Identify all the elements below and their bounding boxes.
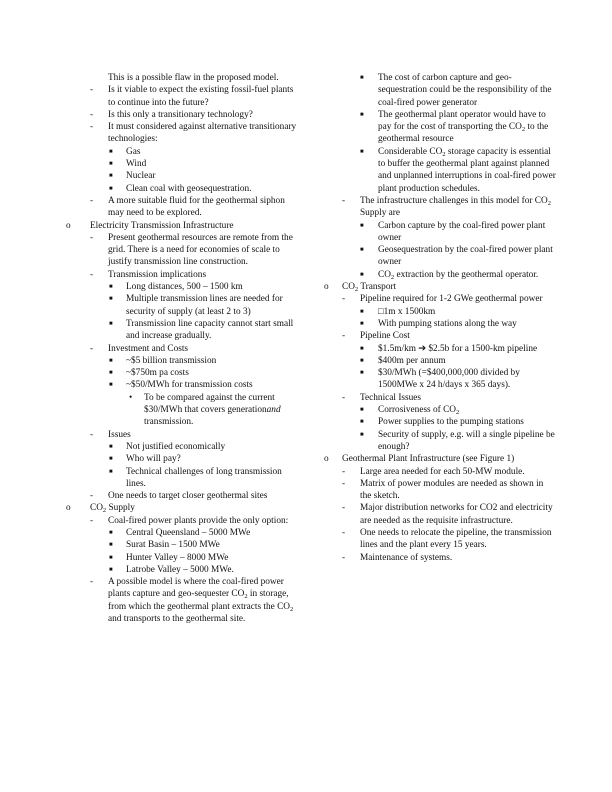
- text-run: One needs to relocate the pipeline, the transmission lines and the plant every 15 years.: [360, 527, 552, 551]
- list-item: [324, 146, 556, 195]
- dash-marker: -: [90, 232, 94, 243]
- text-run: $1.5m/km ➔ $2.5b for a 1500-km pipeline: [378, 343, 538, 354]
- list-item: [324, 502, 556, 527]
- item-text: [126, 466, 302, 491]
- text-run: Technical Issues: [360, 392, 422, 403]
- text-run: transmission.: [144, 417, 194, 428]
- square-bullet-marker: ■: [109, 443, 113, 450]
- list-item: [62, 453, 302, 465]
- square-bullet-marker: ■: [109, 529, 113, 536]
- text-run: CO: [378, 269, 391, 280]
- left-column: [62, 72, 302, 625]
- list-item: [62, 158, 302, 170]
- text-run: Not justified economically: [126, 441, 226, 452]
- list-item: [324, 269, 556, 281]
- square-bullet-marker: ■: [109, 357, 113, 364]
- text-run: To be compared against the current $30/MWh that covers generation: [144, 392, 275, 416]
- list-item: [62, 527, 302, 539]
- text-run: Corrosiveness of CO: [378, 405, 456, 416]
- list-item: [324, 306, 556, 318]
- list-item: [324, 281, 556, 293]
- list-item: [62, 146, 302, 158]
- list-item: [62, 109, 302, 121]
- item-text: [126, 158, 302, 170]
- text-run: Who will pay?: [126, 454, 181, 465]
- square-bullet-marker: ■: [360, 370, 364, 377]
- list-item: [324, 416, 556, 428]
- item-text: [378, 72, 556, 109]
- item-text: [108, 121, 302, 146]
- text-run: extraction by the geothermal operator.: [394, 269, 539, 280]
- list-item: [62, 195, 302, 220]
- square-bullet-marker: ■: [360, 345, 364, 352]
- square-bullet-marker: ■: [360, 247, 364, 254]
- item-text: [108, 576, 302, 625]
- item-text: [378, 343, 556, 355]
- text-run: Coal-fired power plants provide the only option:: [108, 515, 289, 526]
- list-item: [62, 564, 302, 576]
- list-item: [324, 552, 556, 564]
- list-item: [324, 429, 556, 454]
- list-item: [324, 330, 556, 342]
- square-bullet-marker: ■: [360, 357, 364, 364]
- subscript: 2: [244, 593, 248, 601]
- square-bullet-marker: ■: [360, 271, 364, 278]
- outline-bullet-marker: o: [66, 220, 71, 231]
- square-bullet-marker: ■: [109, 468, 113, 475]
- list-item: [62, 343, 302, 355]
- dash-marker: -: [342, 503, 346, 514]
- list-item: [324, 220, 556, 245]
- round-bullet-marker: •: [129, 392, 133, 403]
- dash-marker: -: [342, 331, 346, 342]
- list-item: [324, 195, 556, 220]
- list-item: [324, 318, 556, 330]
- dash-marker: -: [90, 491, 94, 502]
- text-run: Electricity Transmission Infrastructure: [90, 220, 234, 231]
- square-bullet-marker: ■: [360, 320, 364, 327]
- right-column: [324, 72, 556, 564]
- subscript: 2: [290, 605, 294, 613]
- text-run: and transports to the geothermal site.: [108, 614, 246, 625]
- square-bullet-marker: ■: [109, 554, 113, 561]
- dash-marker: -: [90, 195, 94, 206]
- dash-marker: -: [90, 515, 94, 526]
- item-text: [378, 109, 556, 146]
- list-item: [62, 293, 302, 318]
- text-run: Is this only a transitionary technology?: [108, 109, 253, 120]
- item-text: [378, 429, 556, 454]
- dash-marker: -: [342, 527, 346, 538]
- list-item: [324, 72, 556, 109]
- subscript: 2: [102, 507, 107, 515]
- list-item: [324, 293, 556, 305]
- list-item: [62, 576, 302, 625]
- item-text: [378, 306, 556, 318]
- text-run: Investment and Costs: [108, 343, 189, 354]
- list-item: [62, 170, 302, 182]
- square-bullet-marker: ■: [360, 431, 364, 438]
- square-bullet-marker: ■: [109, 185, 113, 192]
- text-run: to the geothermal resource: [378, 122, 549, 145]
- item-text: [378, 146, 556, 195]
- item-text: [126, 281, 302, 293]
- square-bullet-marker: ■: [109, 173, 113, 180]
- text-run: $30/MWh (=$400,000,000 divided by 1500MWe x 24 h/days x 365 days).: [378, 368, 520, 391]
- item-text: [126, 552, 302, 564]
- dash-marker: -: [342, 195, 346, 206]
- item-text: [126, 441, 302, 453]
- text-run: With pumping stations along the way: [378, 318, 517, 329]
- list-item: [62, 220, 302, 232]
- text-run: A possible model is where the coal-fired power plants capture and geo-sequester CO: [108, 577, 284, 600]
- text-run: Latrobe Valley – 5000 MWe.: [126, 564, 234, 575]
- list-item: [62, 318, 302, 343]
- square-bullet-marker: ■: [109, 148, 113, 155]
- list-item: [324, 404, 556, 416]
- item-text: [378, 269, 556, 281]
- item-text: [126, 367, 302, 379]
- dash-marker: -: [90, 269, 94, 280]
- square-bullet-marker: ■: [109, 566, 113, 573]
- list-item: [324, 244, 556, 269]
- square-bullet-marker: ■: [109, 296, 113, 303]
- text-run: Multiple transmission lines are needed for security of supply (at least 2 to 3): [126, 294, 283, 317]
- list-item: [324, 478, 556, 503]
- text-run: One needs to target closer geothermal sites: [108, 491, 268, 502]
- list-item: [324, 392, 556, 404]
- dash-marker: -: [90, 343, 94, 354]
- item-text: [108, 515, 302, 527]
- item-text: [108, 109, 302, 121]
- text-run: Major distribution networks for CO2 and electricity are needed as the requisite infrastructure.: [360, 503, 553, 526]
- text-run: Power supplies to the pumping stations: [378, 417, 524, 428]
- text-run: Wind: [126, 159, 147, 170]
- item-text: [360, 293, 556, 305]
- text-run: Pipeline required for 1-2 GWe geothermal power: [360, 294, 543, 305]
- item-text: [126, 318, 302, 343]
- square-bullet-marker: ■: [360, 407, 364, 414]
- list-item: [324, 343, 556, 355]
- list-item: [62, 269, 302, 281]
- text-run: Clean coal with geosequestration.: [126, 183, 252, 194]
- item-text: [126, 146, 302, 158]
- square-bullet-marker: ■: [109, 382, 113, 389]
- text-run: Surat Basin – 1500 MWe: [126, 540, 220, 551]
- list-item: [324, 527, 556, 552]
- item-text: [126, 183, 302, 195]
- text-run: CO: [342, 282, 355, 293]
- list-item: [324, 109, 556, 146]
- item-text: [144, 392, 302, 429]
- emphasis: and: [266, 405, 281, 416]
- list-item: [62, 515, 302, 527]
- item-text: [108, 429, 302, 441]
- text-run: The cost of carbon capture and geo-sequestration could be the responsibility of the coal-fired power generator: [378, 73, 552, 108]
- subscript: 2: [521, 126, 526, 134]
- item-text: [126, 379, 302, 391]
- dash-marker: -: [90, 122, 94, 133]
- item-text: [378, 220, 556, 245]
- text-run: ~$750m pa costs: [126, 368, 189, 379]
- square-bullet-marker: ■: [360, 148, 364, 155]
- item-text: [378, 404, 556, 416]
- item-text: [126, 539, 302, 551]
- text-run: Geosequestration by the coal-fired power plant owner: [378, 245, 553, 268]
- subscript: 2: [455, 409, 460, 417]
- list-item: [62, 552, 302, 564]
- square-bullet-marker: ■: [360, 111, 364, 118]
- list-item: [62, 72, 302, 84]
- item-text: [108, 269, 302, 281]
- text-run: Transmission line capacity cannot start small and increase gradually.: [126, 318, 294, 342]
- text-run: Carbon capture by the coal-fired power plant owner: [378, 220, 546, 243]
- text-run: Security of supply, e.g. will a single pipeline be enough?: [378, 429, 555, 452]
- list-item: [62, 84, 302, 109]
- dash-marker: -: [342, 466, 346, 477]
- list-item: [324, 453, 556, 465]
- list-item: [62, 183, 302, 195]
- item-text: [108, 343, 302, 355]
- text-run: Nuclear: [126, 171, 156, 182]
- square-bullet-marker: ■: [109, 370, 113, 377]
- list-item: [62, 441, 302, 453]
- dash-marker: -: [90, 429, 94, 440]
- item-text: [108, 490, 302, 502]
- text-run: Gas: [126, 146, 141, 157]
- text-run: This is a possible flaw in the proposed model.: [108, 73, 279, 83]
- text-run: Issues: [108, 429, 131, 440]
- text-run: Considerable CO: [378, 146, 443, 157]
- text-run: Transmission implications: [108, 269, 207, 280]
- text-run: □1m x 1500km: [378, 306, 436, 317]
- dash-marker: -: [342, 392, 346, 403]
- item-text: [126, 564, 302, 576]
- subscript: 2: [442, 150, 446, 158]
- item-text: [360, 330, 556, 342]
- list-item: [62, 466, 302, 491]
- text-run: CO: [90, 503, 103, 514]
- subscript: 2: [547, 199, 551, 207]
- outline-bullet-marker: o: [324, 454, 329, 465]
- item-text: [126, 453, 302, 465]
- square-bullet-marker: ■: [360, 75, 364, 81]
- item-text: [378, 416, 556, 428]
- square-bullet-marker: ■: [109, 542, 113, 549]
- item-text: [342, 281, 556, 293]
- item-text: [360, 527, 556, 552]
- square-bullet-marker: ■: [360, 308, 364, 315]
- text-run: Hunter Valley – 8000 MWe: [126, 552, 229, 563]
- dash-marker: -: [90, 109, 94, 120]
- list-item: [62, 379, 302, 391]
- text-run: Geothermal Plant Infrastructure (see Figure 1): [342, 454, 515, 465]
- item-text: [360, 392, 556, 404]
- text-run: Supply: [106, 503, 135, 514]
- text-run: A more suitable fluid for the geothermal siphon may need to be explored.: [108, 195, 285, 219]
- list-item: [324, 355, 556, 367]
- square-bullet-marker: ■: [360, 419, 364, 426]
- subscript: 2: [390, 273, 395, 281]
- list-item: [62, 429, 302, 441]
- outline-bullet-marker: o: [66, 503, 71, 514]
- item-text: [126, 527, 302, 539]
- item-text: [108, 72, 302, 84]
- list-item: [62, 232, 302, 269]
- item-text: [378, 318, 556, 330]
- text-run: Maintenance of systems.: [360, 552, 453, 563]
- dash-marker: -: [342, 478, 346, 489]
- list-item: [62, 355, 302, 367]
- square-bullet-marker: ■: [109, 320, 113, 327]
- text-run: Large area needed for each 50-MW module.: [360, 466, 525, 477]
- item-text: [360, 552, 556, 564]
- text-run: Present geothermal resources are remote from the grid. There is a need for economies of scale to justify transmission line construction.: [108, 232, 293, 268]
- text-run: Supply are: [360, 208, 401, 219]
- outline-bullet-marker: o: [324, 282, 329, 293]
- text-run: Central Queensland – 5000 MWe: [126, 527, 251, 538]
- text-run: ~$50/MWh for transmission costs: [126, 380, 253, 391]
- text-run: It must considered against alternative transitionary technologies:: [108, 122, 297, 145]
- item-text: [90, 220, 302, 232]
- dash-marker: -: [90, 85, 94, 96]
- item-text: [378, 244, 556, 269]
- list-item: [324, 466, 556, 478]
- square-bullet-marker: ■: [109, 456, 113, 463]
- dash-marker: -: [90, 577, 94, 588]
- item-text: [126, 355, 302, 367]
- item-text: [360, 502, 556, 527]
- list-item: [62, 121, 302, 146]
- text-run: Pipeline Cost: [360, 331, 410, 342]
- item-text: [108, 232, 302, 269]
- text-run: The infrastructure challenges in this model for CO: [360, 195, 548, 206]
- list-item: [324, 367, 556, 392]
- text-run: storage capacity is essential to buffer the geothermal plant against planned and unplanned interruptions in coal-fired power plant production schedules.: [378, 146, 556, 194]
- dash-marker: -: [342, 552, 346, 563]
- item-text: [360, 195, 556, 220]
- square-bullet-marker: ■: [360, 222, 364, 229]
- item-text: [126, 170, 302, 182]
- item-text: [90, 502, 302, 514]
- text-run: Technical challenges of long transmission lines.: [126, 466, 282, 489]
- subscript: 2: [354, 286, 359, 294]
- text-run: in storage, from which the geothermal plant extracts the CO: [108, 589, 291, 612]
- item-text: [360, 478, 556, 503]
- list-item: [62, 367, 302, 379]
- text-run: Matrix of power modules are needed as shown in the sketch.: [360, 478, 544, 502]
- item-text: [378, 367, 556, 392]
- square-bullet-marker: ■: [109, 161, 113, 168]
- list-item: [62, 392, 302, 429]
- square-bullet-marker: ■: [109, 284, 113, 291]
- text-run: Is it viable to expect the existing fossil-fuel plants to continue into the future?: [108, 85, 294, 108]
- text-run: $400m per annum: [378, 355, 446, 366]
- text-run: Long distances, 500 – 1500 km: [126, 282, 243, 293]
- item-text: [378, 355, 556, 367]
- item-text: [108, 195, 302, 220]
- text-run: The geothermal plant operator would have to pay for the cost of transporting the CO: [378, 109, 546, 133]
- item-text: [342, 453, 556, 465]
- item-text: [360, 466, 556, 478]
- text-run: Transport: [358, 282, 397, 293]
- list-item: [62, 490, 302, 502]
- item-text: [108, 84, 302, 109]
- list-item: [62, 502, 302, 514]
- list-item: [62, 281, 302, 293]
- item-text: [126, 293, 302, 318]
- list-item: [62, 539, 302, 551]
- text-run: ~$5 billion transmission: [126, 355, 217, 366]
- dash-marker: -: [342, 294, 346, 305]
